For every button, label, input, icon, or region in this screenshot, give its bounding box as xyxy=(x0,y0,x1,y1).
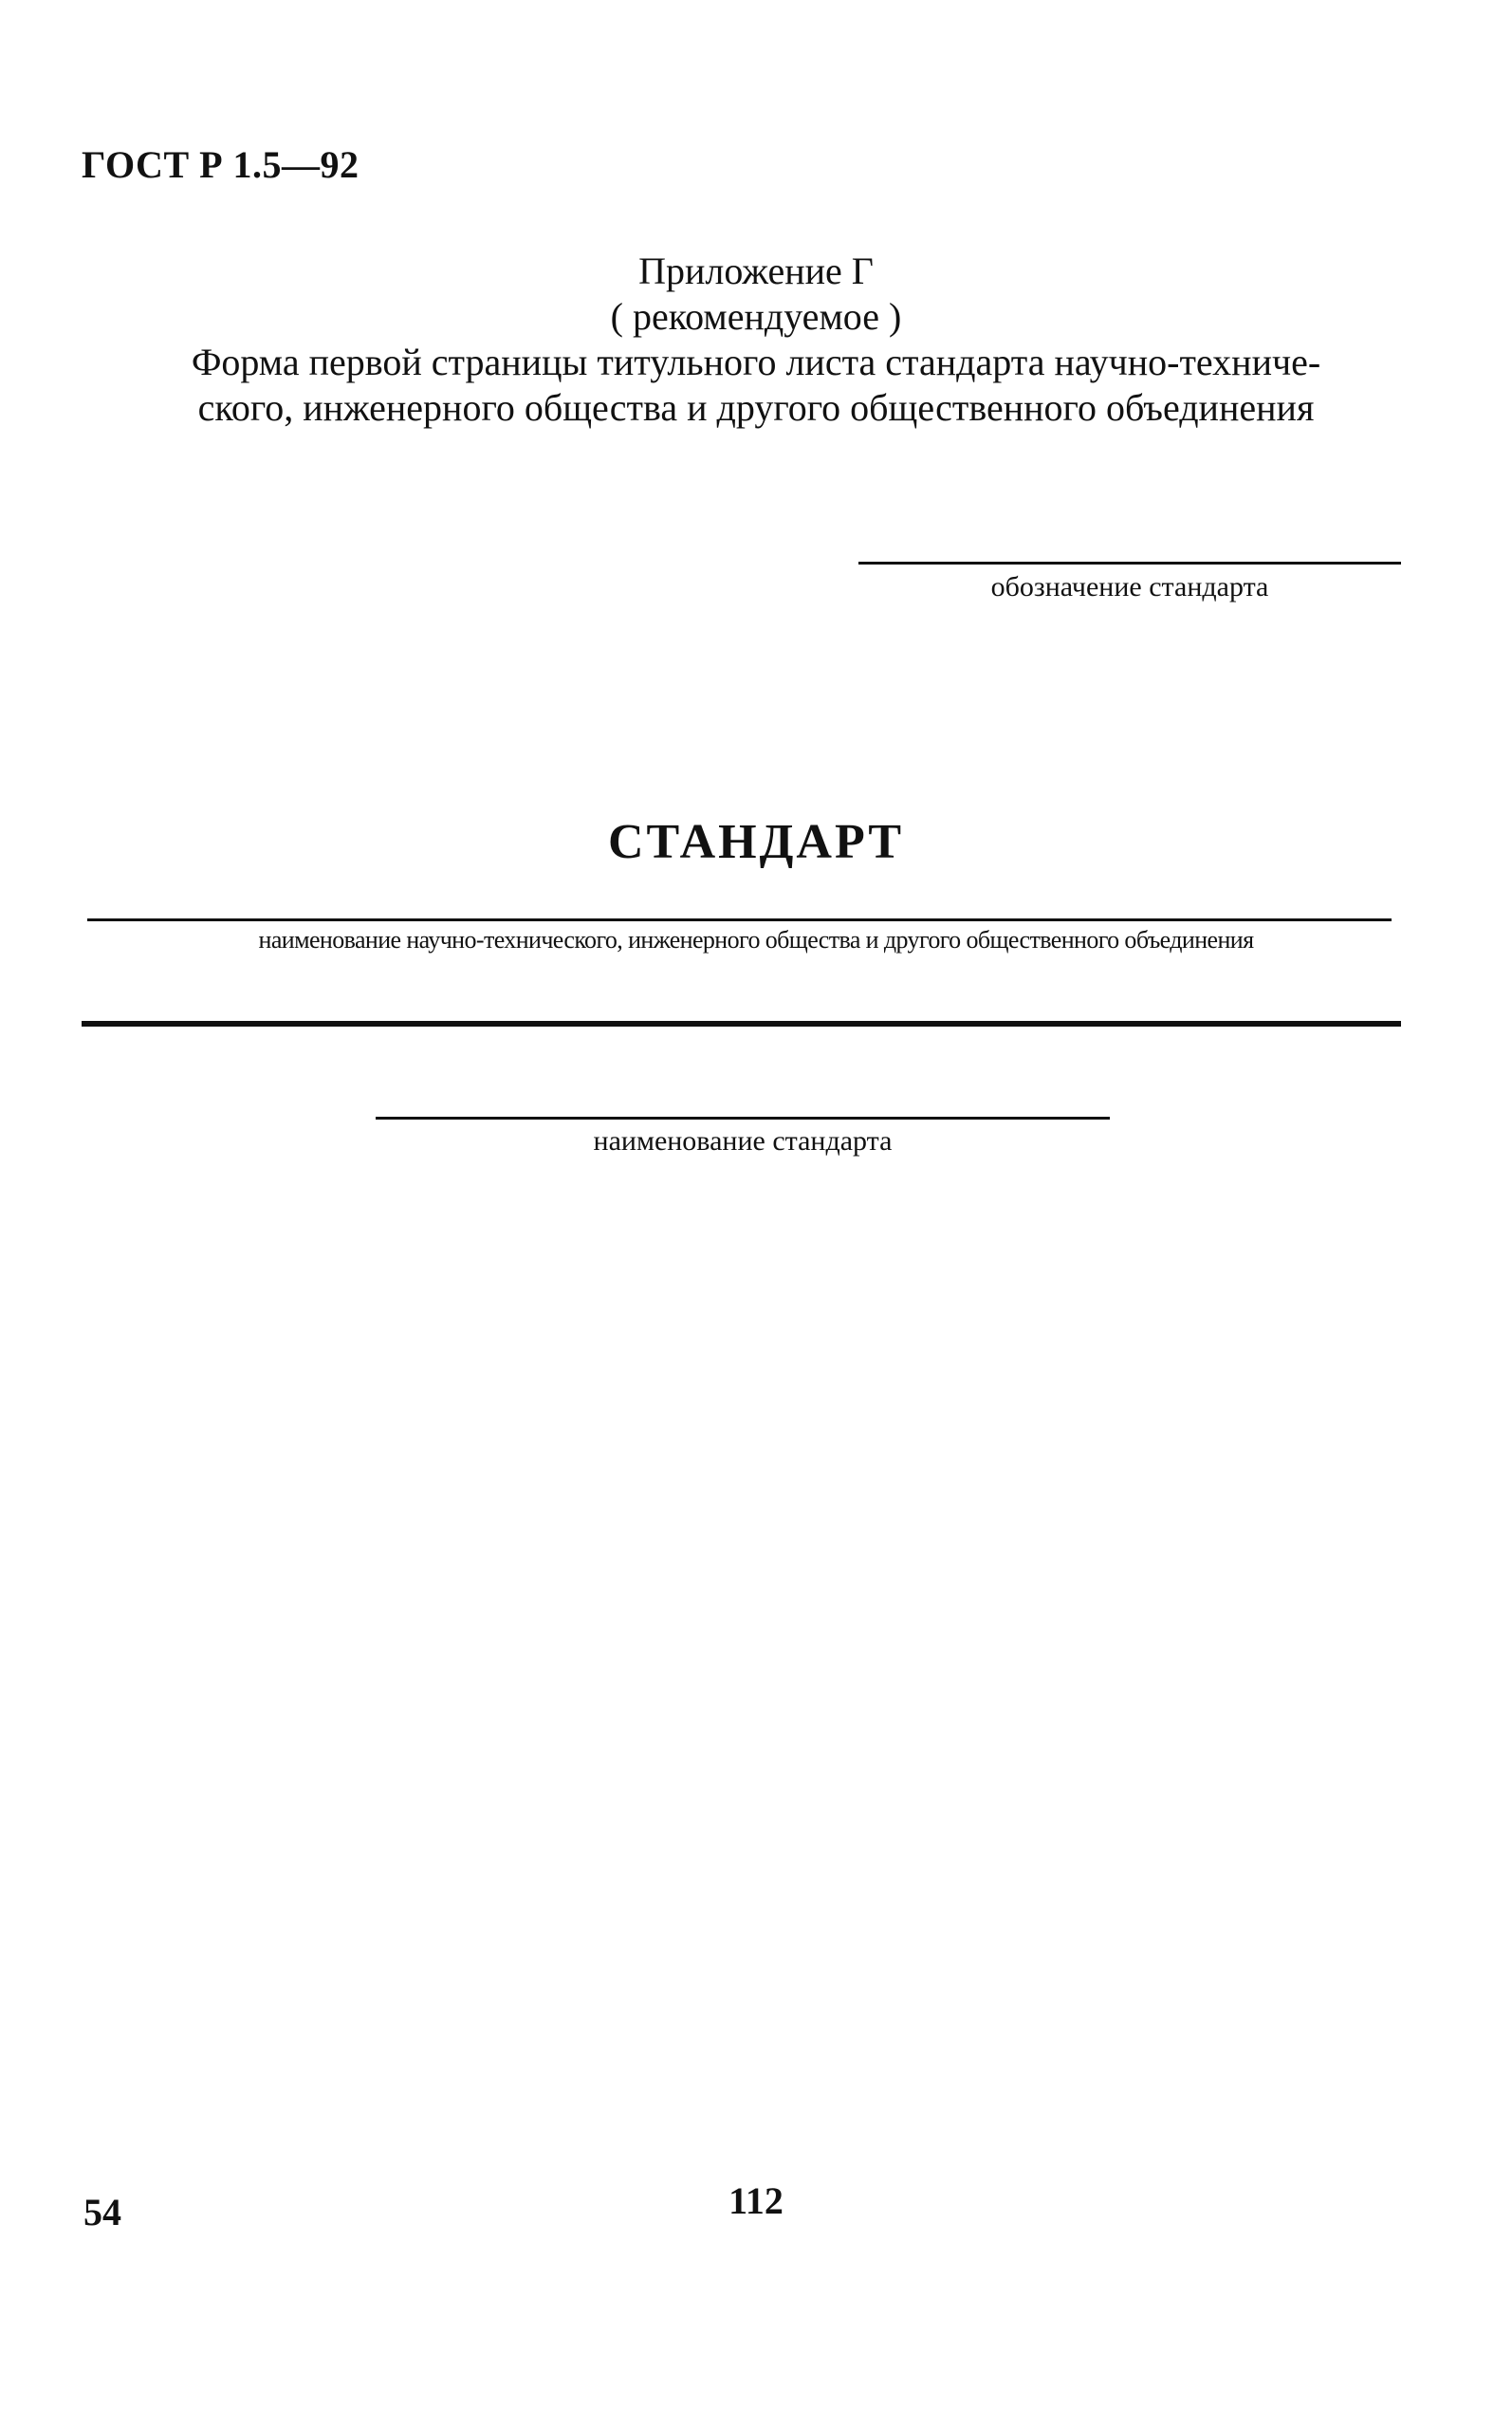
form-heading xyxy=(82,340,1430,431)
document-code: ГОСТ Р 1.5—92 xyxy=(82,143,360,186)
appendix-status: ( рекомендуемое ) xyxy=(610,295,902,338)
standard-name-caption: наименование стандарта xyxy=(593,1125,893,1157)
organization-fill-line xyxy=(87,918,1392,921)
designation-fill-line xyxy=(858,562,1401,565)
appendix-title: Приложение Г xyxy=(638,250,874,292)
standard-title: СТАНДАРТ xyxy=(607,815,905,869)
page-number-center: 112 xyxy=(728,2179,784,2222)
organization-caption: наименование научно-технического, инженерного общества и другого общественного объединения xyxy=(258,926,1254,954)
standard-name-fill-line xyxy=(376,1117,1110,1120)
form-heading-line-2: ского, инженерного общества и другого общественного объединения xyxy=(197,386,1315,429)
page-number-left: 54 xyxy=(83,2191,121,2233)
section-divider xyxy=(82,1021,1401,1027)
designation-caption: обозначение стандарта xyxy=(990,571,1269,602)
form-heading-line-1: Форма первой страницы титульного листа стандарта научно-техниче- xyxy=(191,341,1321,383)
